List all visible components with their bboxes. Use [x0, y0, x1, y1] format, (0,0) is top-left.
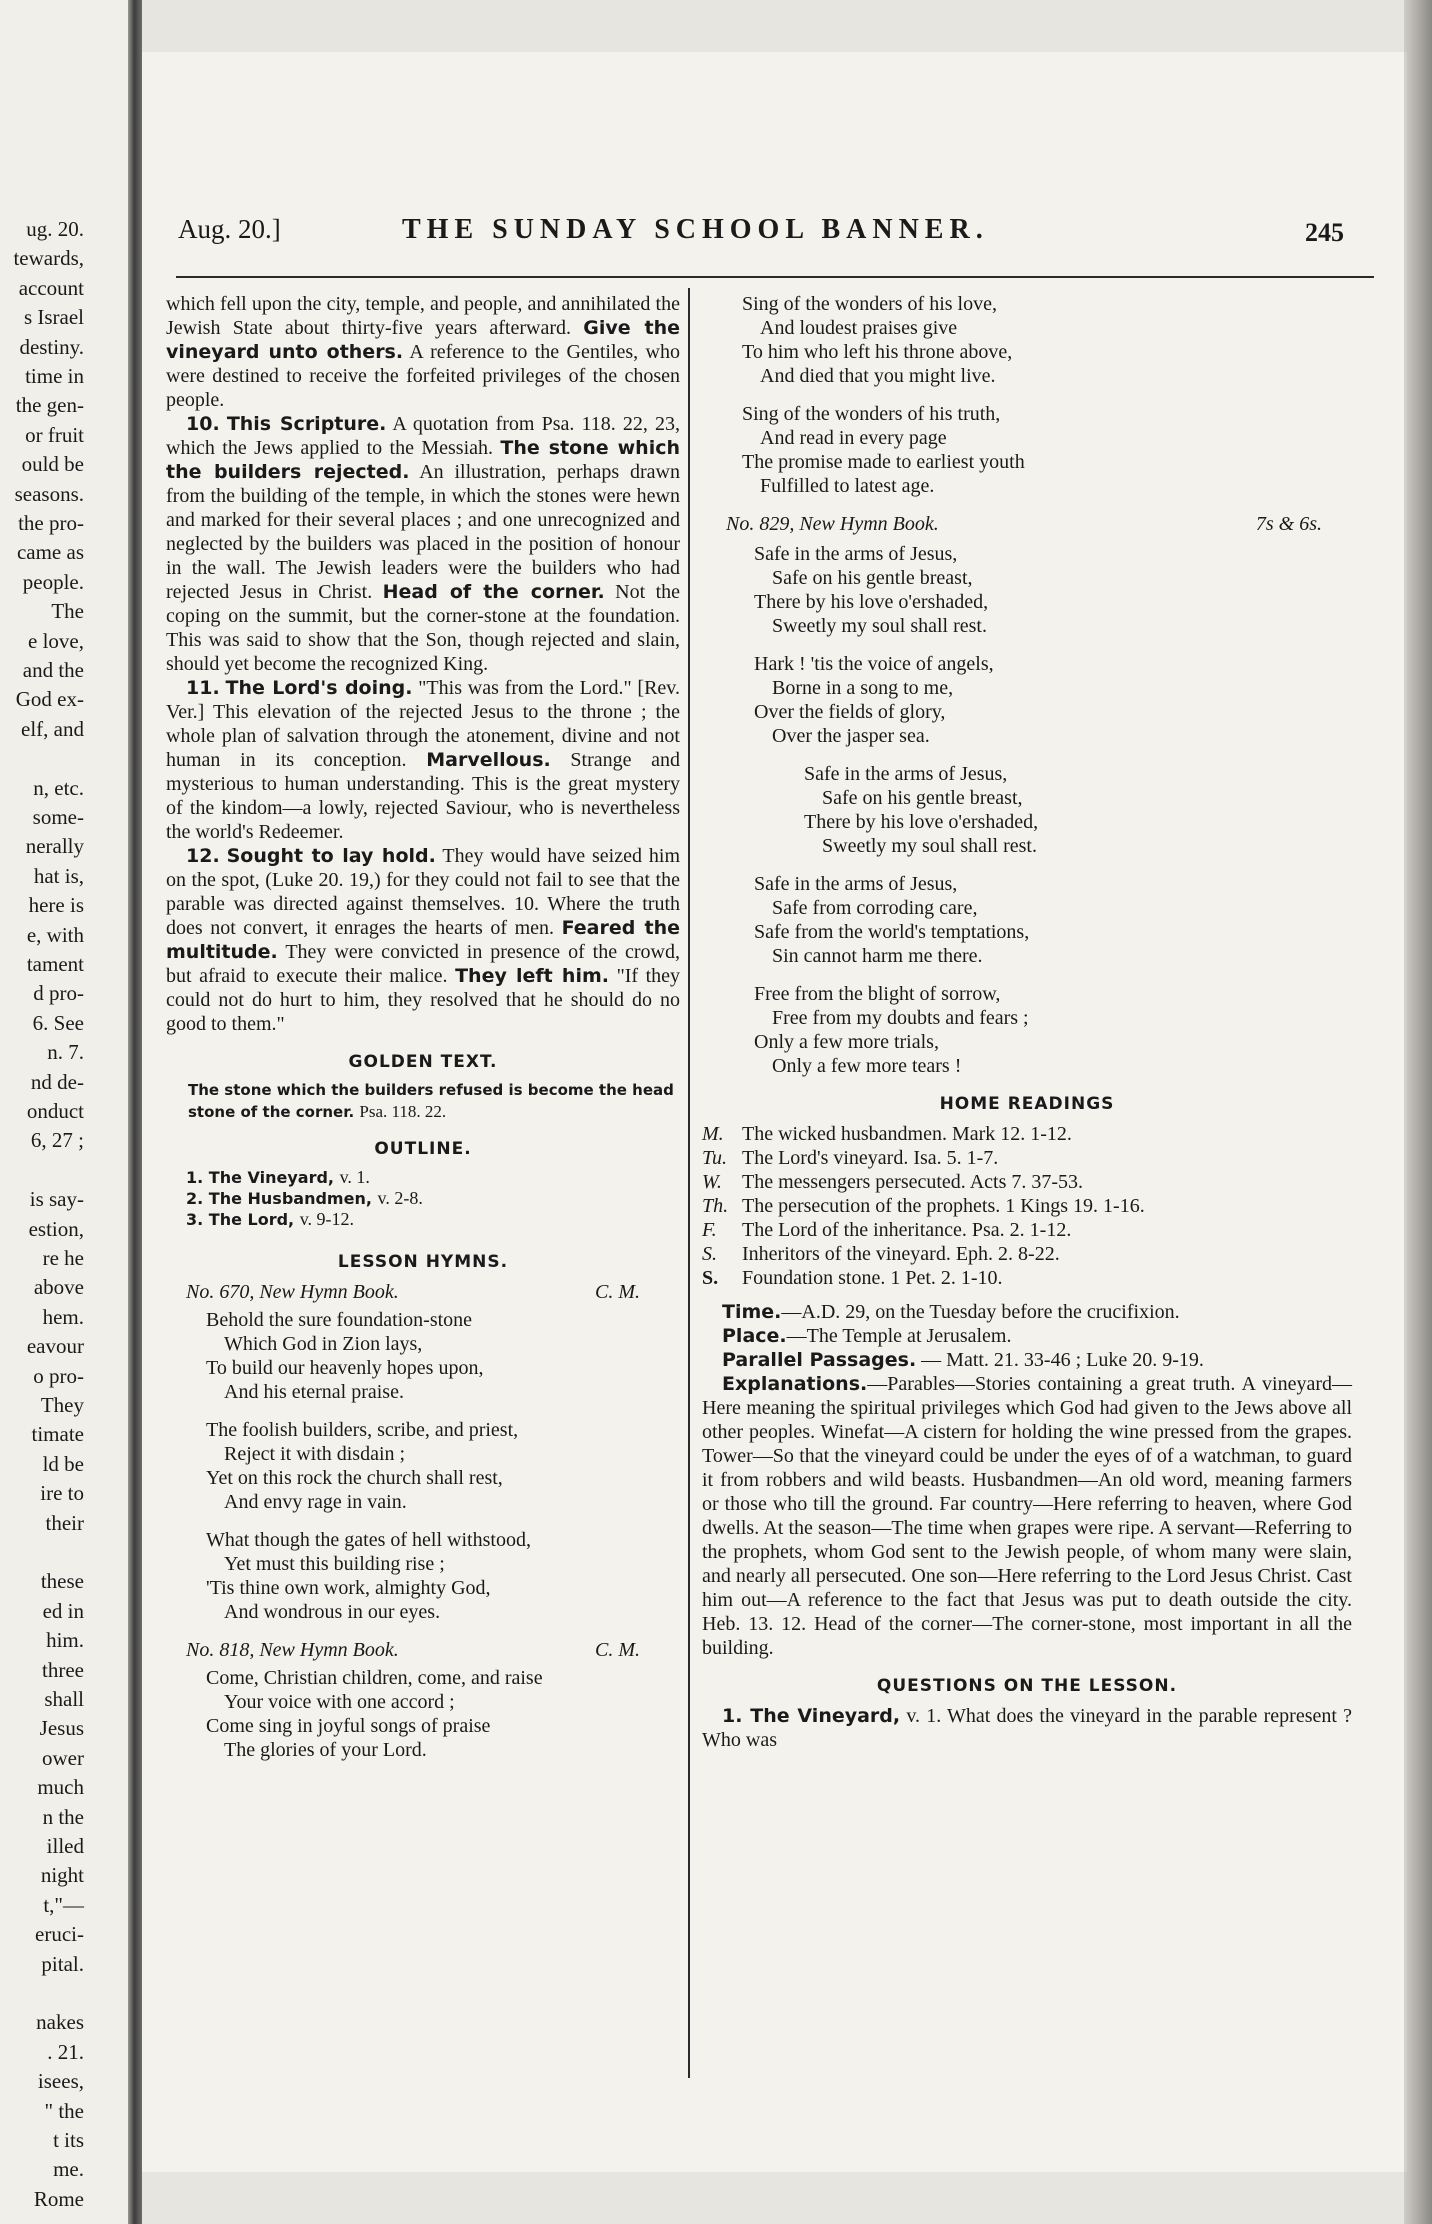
- hymn-line: To build our heavenly hopes upon,: [206, 1357, 484, 1379]
- hymn-line: Free from my doubts and fears ;: [772, 1007, 1029, 1029]
- facing-page-fragment: account: [18, 275, 84, 300]
- hymn-line: Come, Christian children, come, and raise: [206, 1667, 543, 1689]
- parallel-passages: Parallel Passages. — Matt. 21. 33-46 ; Luke 20. 9-19.: [722, 1349, 1204, 1371]
- golden-text: The stone which the builders refused is become the head stone of the corner. Psa. 118. 22.: [188, 1081, 674, 1121]
- hymn-verse: [166, 1418, 680, 1514]
- facing-page-fragment: or fruit: [25, 422, 84, 447]
- reading-text: The Lord's vineyard. Isa. 5. 1-7.: [742, 1147, 999, 1169]
- hymn-line: Safe from the world's temptations,: [754, 921, 1030, 943]
- facing-page-fragment: hem.: [42, 1304, 84, 1329]
- hymn-line: Over the fields of glory,: [754, 701, 946, 723]
- hymn-line: To him who left his throne above,: [742, 341, 1013, 363]
- facing-page-fragment: d pro-: [33, 981, 84, 1006]
- hymn-line: Over the jasper sea.: [772, 725, 930, 747]
- hymn-verse: [166, 1528, 680, 1624]
- hymn-818-continued: [702, 292, 1352, 498]
- hymn-verse: [702, 762, 1352, 858]
- hymn-line: Sweetly my soul shall rest.: [772, 615, 987, 637]
- facing-page-fragment: . 21.: [47, 2039, 84, 2064]
- facing-page-fragment: their: [45, 1510, 84, 1535]
- time-paragraph: Time.—A.D. 29, on the Tuesday before the crucifixion.: [722, 1301, 1180, 1323]
- facing-page-fragment: " the: [44, 2098, 84, 2123]
- hymn-line: Sin cannot harm me there.: [772, 945, 983, 967]
- facing-page-fragment: t,"—: [43, 1892, 84, 1917]
- facing-page-fragment: tewards,: [13, 246, 84, 271]
- facing-page-fragment: some-: [32, 805, 84, 829]
- hymn-line: Yet on this rock the church shall rest,: [206, 1467, 503, 1489]
- hymn-line: The glories of your Lord.: [224, 1739, 427, 1761]
- hymn-line: Only a few more trials,: [754, 1031, 939, 1053]
- reading-text: Foundation stone. 1 Pet. 2. 1-10.: [742, 1267, 1003, 1289]
- place-paragraph: Place.—The Temple at Jerusalem.: [722, 1325, 1012, 1347]
- home-readings-list: [702, 1122, 1352, 1290]
- facing-page-strip: [0, 0, 134, 2224]
- outline-item: 2. The Husbandmen, v. 2-8.: [186, 1188, 423, 1208]
- hymn-verse: [702, 982, 1352, 1078]
- facing-page-fragment: destiny.: [19, 334, 84, 359]
- hymn-818-verses: [166, 1666, 680, 1762]
- facing-page-fragment: Rome: [33, 2186, 84, 2211]
- facing-page-fragment: ower: [42, 1745, 84, 1770]
- reading-day: Th.: [702, 1195, 729, 1217]
- hymn-verse: [702, 542, 1352, 638]
- paragraph-verse-12: 12. Sought to lay hold. They would have seized him on the spot, (Luke 20. 19,) for they could not fail to see that the parable was directed against themselves. 10. Where the truth does not convert, it enrages the hearts of men. Feared the multitude. They were convicted in presence of the crowd, but afraid to execute their malice. They left him. "If they could not do hurt to him, they resolved that he should do no good to them.": [166, 845, 681, 1035]
- outline-item: 1. The Vineyard, v. 1.: [186, 1167, 370, 1187]
- hymn-line: And his eternal praise.: [224, 1381, 404, 1403]
- facing-page-fragment: n. 7.: [47, 1040, 84, 1065]
- hymn-line: Fulfilled to latest age.: [760, 475, 935, 497]
- hymn-line: The foolish builders, scribe, and priest,: [206, 1419, 519, 1441]
- reading-day: S.: [702, 1243, 717, 1265]
- reading-text: Inheritors of the vineyard. Eph. 2. 8-22.: [742, 1243, 1060, 1265]
- facing-page-fragment: here is: [28, 893, 84, 918]
- reading-text: The wicked husbandmen. Mark 12. 1-12.: [742, 1123, 1072, 1145]
- running-header: [178, 214, 1378, 262]
- facing-page-fragment: estion,: [28, 1216, 84, 1241]
- hymn-line: Safe on his gentle breast,: [772, 567, 973, 589]
- hymn-line: Behold the sure foundation-stone: [206, 1309, 473, 1331]
- home-reading-row: [702, 1242, 1352, 1266]
- home-readings-heading: HOME READINGS: [939, 1094, 1115, 1114]
- hymn-line: And loudest praises give: [760, 317, 958, 339]
- facing-page-fragment: is say-: [29, 1187, 84, 1212]
- lesson-hymns-heading: LESSON HYMNS.: [337, 1252, 509, 1272]
- facing-page-fragment: ire to: [40, 1481, 84, 1506]
- hymn-line: There by his love o'ershaded,: [804, 811, 1039, 833]
- facing-page-fragment: these: [40, 1569, 84, 1594]
- facing-page-fragment: timate: [31, 1422, 84, 1447]
- facing-page-fragment: onduct: [26, 1099, 84, 1123]
- facing-page-fragment: s Israel: [23, 305, 84, 330]
- hymn-line: And envy rage in vain.: [224, 1491, 407, 1513]
- header-date: Aug. 20.]: [178, 214, 281, 244]
- facing-page-fragment: came as: [16, 540, 84, 565]
- facing-page-fragment: 6, 27 ;: [30, 1128, 84, 1153]
- facing-page-fragment: God ex-: [15, 687, 84, 712]
- outline-list: [166, 1167, 680, 1230]
- hymn-670-verses: [166, 1308, 680, 1624]
- facing-page-fragment: nd de-: [30, 1069, 84, 1094]
- facing-page-fragment: t its: [53, 2128, 84, 2152]
- home-reading-row: [702, 1266, 1352, 1290]
- facing-page-fragment: above: [33, 1275, 84, 1300]
- home-reading-row: [702, 1194, 1352, 1218]
- hymn-line: What though the gates of hell withstood,: [206, 1529, 531, 1551]
- paragraph-intro: which fell upon the city, temple, and people, and annihilated the Jewish State about thirty-five years afterward. Give the vineyard unto others. A reference to the Gentiles, who were destined to receive the forfeited privileges of the chosen people.: [166, 293, 680, 411]
- facing-page-fragment: the gen-: [15, 393, 84, 418]
- reading-text: The persecution of the prophets. 1 Kings 19. 1-16.: [742, 1195, 1145, 1217]
- hymn-line: Safe from corroding care,: [772, 897, 978, 919]
- hymn-line: Sing of the wonders of his truth,: [742, 403, 1001, 425]
- outline-item: 3. The Lord, v. 9-12.: [186, 1209, 355, 1229]
- facing-page-fragment: tament: [26, 952, 84, 976]
- hymn-line: And wondrous in our eyes.: [224, 1601, 441, 1623]
- facing-page-fragment: people.: [22, 569, 84, 594]
- hymn-line: Free from the blight of sorrow,: [754, 983, 1001, 1005]
- home-reading-row: [702, 1122, 1352, 1146]
- facing-page-fragment: much: [37, 1775, 84, 1800]
- facing-page-fragment: re he: [42, 1246, 84, 1270]
- hymn-verse: [166, 1666, 680, 1762]
- hymn-line: Reject it with disdain ;: [224, 1443, 406, 1465]
- facing-page-fragment: 6. See: [32, 1010, 84, 1035]
- explanations-paragraph: Explanations.—Parables—Stories containing a great truth. A vineyard—Here meaning the spiritual privileges which God had given to the Jews above all other peoples. Winefat—A cistern for holding the wine pressed from the grapes. Tower—So that the vineyard could be under the eyes of of a watchman, to guard it from robbers and wild beasts. Husbandmen—An old word, meaning farmers or those who till the ground. Far country—Here referring to heaven, where God dwells. At the season—The time when grapes were ripe. A servant—Referring to the prophets, whom God sent to the Jewish people, of whom many were slain, and nearly all persecuted. One son—Here referring to the Lord Jesus Christ. Cast him out—A reference to the fact that Jesus was put to death outside the city. Heb. 13. 12. Head of the corner—The corner-stone, most important in all the building.: [702, 1373, 1352, 1659]
- hymn-line: Yet must this building rise ;: [224, 1553, 445, 1575]
- facing-page-fragment: three: [42, 1657, 84, 1682]
- facing-page-fragment: night: [40, 1863, 84, 1888]
- hymn-line: Hark ! 'tis the voice of angels,: [754, 653, 994, 675]
- paragraph-verse-11: 11. The Lord's doing. "This was from the Lord." [Rev. Ver.] This elevation of the rejected Jesus to the throne ; the whole plan of salvation through the atonement, divine and not human in its conception. Marvellous. Strange and mysterious to human understanding. This is the great mystery of the kindom—a lowly, rejected Saviour, who is nevertheless the world's Redeemer.: [166, 677, 681, 843]
- home-reading-row: [702, 1146, 1352, 1170]
- hymn-verse: [702, 292, 1352, 388]
- page-edge: [1404, 0, 1432, 2224]
- facing-page-fragment: n the: [42, 1804, 84, 1829]
- reading-day: W.: [702, 1171, 722, 1193]
- hymn-line: Your voice with one accord ;: [224, 1691, 455, 1713]
- facing-page-fragment: Jesus: [39, 1716, 84, 1741]
- facing-page-fragment: hat is,: [33, 863, 84, 888]
- reading-day: M.: [702, 1123, 724, 1145]
- hymn-line: And read in every page: [760, 427, 947, 449]
- reading-text: The messengers persecuted. Acts 7. 37-53.: [742, 1171, 1084, 1193]
- facing-page-fragment: They: [40, 1393, 84, 1417]
- column-rule: [688, 288, 690, 2078]
- hymn-670-header: No. 670, New Hymn Book. C. M.: [186, 1281, 640, 1303]
- hymn-line: Sing of the wonders of his love,: [742, 293, 997, 315]
- publication-title: THE SUNDAY SCHOOL BANNER.: [402, 214, 989, 245]
- hymn-line: 'Tis thine own work, almighty God,: [206, 1577, 491, 1599]
- hymn-line: Only a few more tears !: [772, 1055, 962, 1077]
- facing-page-fragment: seasons.: [14, 481, 84, 506]
- facing-page-fragment: him.: [46, 1628, 84, 1653]
- home-reading-row: [702, 1218, 1352, 1242]
- hymn-818-header: No. 818, New Hymn Book. C. M.: [186, 1639, 640, 1661]
- left-column: [166, 292, 680, 1776]
- facing-page-fragment: eruci-: [35, 1922, 84, 1947]
- book-gutter: [128, 0, 142, 2224]
- facing-page-fragment: nerally: [25, 834, 84, 859]
- facing-page-fragment: elf, and: [21, 716, 84, 741]
- home-reading-row: [702, 1170, 1352, 1194]
- facing-page-fragment: ug. 20.: [26, 217, 84, 241]
- hymn-line: There by his love o'ershaded,: [754, 591, 989, 613]
- hymn-line: And died that you might live.: [760, 365, 996, 387]
- hymn-line: Safe in the arms of Jesus,: [754, 543, 958, 565]
- questions-heading: QUESTIONS ON THE LESSON.: [876, 1676, 1178, 1696]
- facing-page-fragment: me.: [53, 2157, 84, 2182]
- right-column: [702, 292, 1352, 1752]
- facing-page-fragment: ld be: [42, 1451, 84, 1476]
- hymn-line: Borne in a song to me,: [772, 677, 954, 699]
- hymn-line: The promise made to earliest youth: [742, 451, 1025, 473]
- paragraph-verse-10: 10. This Scripture. A quotation from Psa. 118. 22, 23, which the Jews applied to the Messiah. The stone which the builders rejected. An illustration, perhaps drawn from the building of the temple, in which the stones were hewn and marked for their several places ; and one unrecognized and neglected by the builders was placed in the position of honour in the wall. The Jewish leaders were the builders who had rejected Jesus in Christ. Head of the corner. Not the coping on the summit, but the corner-stone at the foundation. This was said to show that the Son, though rejected and slain, should yet become the recognized King.: [166, 413, 681, 675]
- reading-day: F.: [702, 1219, 717, 1241]
- facing-page-fragment: o pro-: [33, 1363, 84, 1388]
- reading-day: S.: [702, 1267, 719, 1289]
- facing-page-fragment: and the: [22, 658, 84, 682]
- hymn-line: Safe in the arms of Jesus,: [754, 873, 958, 895]
- facing-page-fragment: isees,: [37, 2069, 84, 2094]
- facing-page-fragment: pital.: [41, 1951, 84, 1976]
- hymn-line: Safe on his gentle breast,: [822, 787, 1023, 809]
- outline-heading: OUTLINE.: [374, 1139, 472, 1159]
- facing-page-fragment: time in: [25, 364, 84, 388]
- facing-page-fragment: ed in: [42, 1598, 84, 1623]
- facing-page-fragment: shall: [44, 1687, 84, 1711]
- golden-text-heading: GOLDEN TEXT.: [348, 1052, 498, 1072]
- reading-text: The Lord of the inheritance. Psa. 2. 1-12.: [742, 1219, 1072, 1241]
- facing-page-fragment: illed: [46, 1834, 84, 1858]
- facing-page-fragment: nakes: [36, 2010, 84, 2035]
- hymn-verse: [702, 872, 1352, 968]
- reading-day: Tu.: [702, 1147, 728, 1169]
- facing-page-fragment: the pro-: [18, 511, 84, 535]
- page: [142, 52, 1404, 2172]
- facing-page-fragment: ould be: [21, 452, 84, 477]
- facing-page-fragment: The: [51, 599, 84, 624]
- hymn-line: Safe in the arms of Jesus,: [804, 763, 1008, 785]
- question-1: 1. The Vineyard, v. 1. What does the vineyard in the parable represent ? Who was: [702, 1705, 1352, 1751]
- hymn-829-verses: [702, 542, 1352, 1078]
- facing-page-fragment: eavour: [26, 1334, 84, 1359]
- hymn-line: Come sing in joyful songs of praise: [206, 1715, 491, 1737]
- facing-page-fragment: n, etc.: [33, 775, 84, 800]
- header-rule: [176, 276, 1374, 278]
- hymn-line: Which God in Zion lays,: [224, 1333, 423, 1355]
- page-number: 245: [1305, 218, 1344, 247]
- facing-page-fragment: e, with: [26, 922, 84, 947]
- facing-page-fragment: e love,: [28, 628, 84, 653]
- hymn-verse: [702, 402, 1352, 498]
- hymn-line: Sweetly my soul shall rest.: [822, 835, 1037, 857]
- hymn-verse: [166, 1308, 680, 1404]
- hymn-829-header: No. 829, New Hymn Book. 7s & 6s.: [726, 513, 1322, 535]
- hymn-verse: [702, 652, 1352, 748]
